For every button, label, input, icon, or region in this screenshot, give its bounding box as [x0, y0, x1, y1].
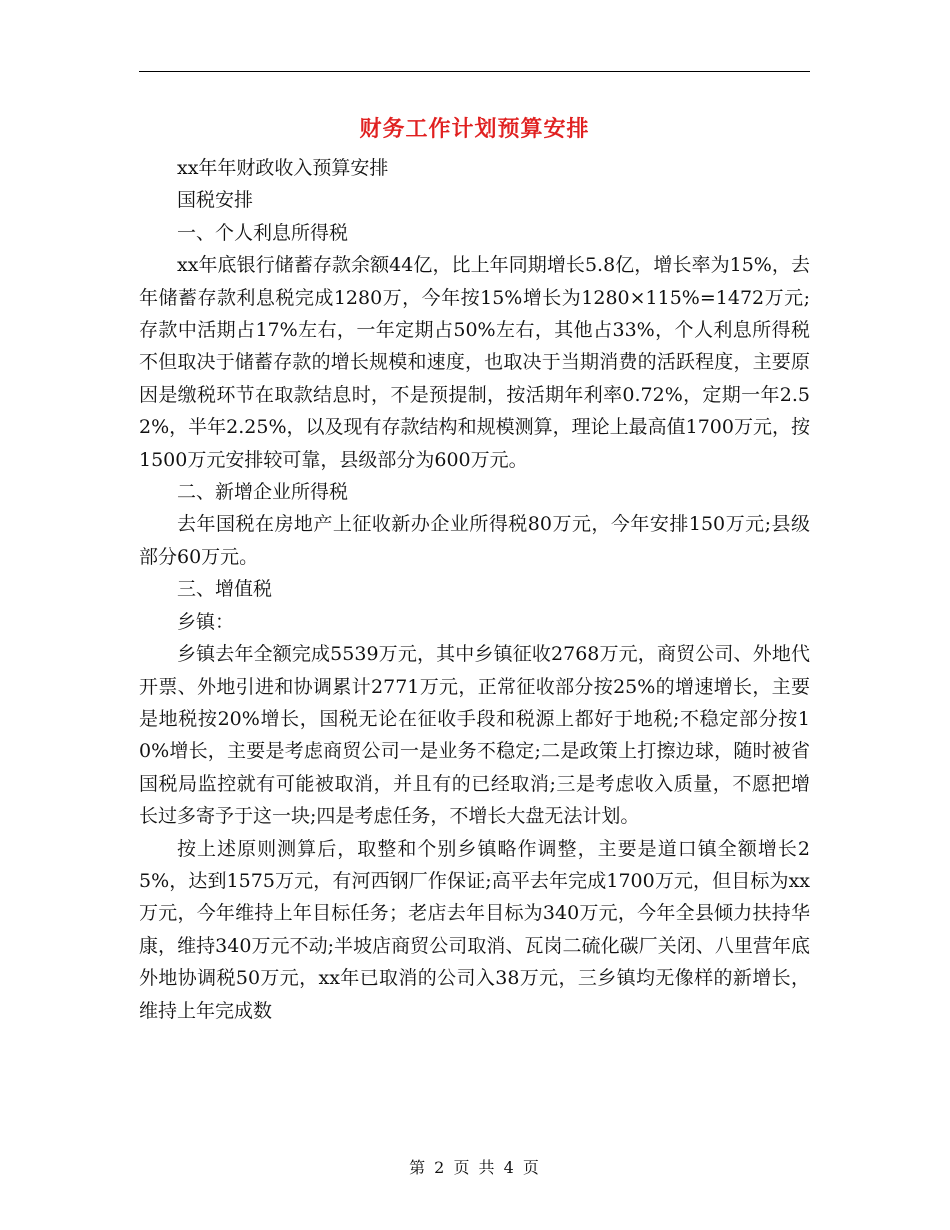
paragraph-new-enterprise-tax: 去年国税在房地产上征收新办企业所得税80万元，今年安排150万元;县级部分60万元。	[139, 513, 810, 568]
subheading-towns: 乡镇：	[177, 610, 235, 633]
paragraph-interest-income-tax: xx年底银行储蓄存款余额44亿，比上年同期增长5.8亿，增长率为15%，去年储蓄存款利息税完成1280万，今年按15%增长为1280×115%=1472万元;存款中活期占17%左右，一年定期占50%左右，其他占33%，个人利息所得税不但取决于储蓄存款的增长规模和速度，也取决于当期消费的活跃程度，主要原因是缴税环节在取款结息时，不是预提制，按活期年利率0.72%，定期一年2.52%，半年2.25%，以及现有存款结构和规模测算，理论上最高值1700万元，按1500万元安排较可靠，县级部分为600万元。	[139, 254, 810, 471]
paragraph-towns-vat: 乡镇去年全额完成5539万元，其中乡镇征收2768万元，商贸公司、外地代开票、外地引进和协调累计2771万元，正常征收部分按25%的增速增长，主要是地税按20%增长，国税无论在征收手段和税源上都好于地税;不稳定部分按10%增长，主要是考虑商贸公司一是业务不稳定;二是政策上打擦边球，随时被省国税局监控就有可能被取消，并且有的已经取消;三是考虑收入质量，不愿把增长过多寄予于这一块;四是考虑任务，不增长大盘无法计划。	[139, 643, 810, 828]
section-heading-interest-income-tax: 一、个人利息所得税	[177, 221, 349, 244]
document-body	[139, 152, 810, 1027]
section-heading-new-enterprise-tax: 二、新增企业所得税	[177, 481, 349, 504]
paragraph-national-tax-heading: 国税安排	[177, 189, 254, 212]
document-title: 财务工作计划预算安排	[359, 116, 590, 142]
header-rule	[139, 71, 810, 72]
section-heading-vat: 三、增值税	[177, 578, 273, 601]
page-number: 第 2 页 共 4 页	[409, 1158, 541, 1177]
paragraph-adjustments: 按上述原则测算后，取整和个别乡镇略作调整，主要是道口镇全额增长25%，达到1575万元，有河西钢厂作保证;高平去年完成1700万元，但目标为xx万元，今年维持上年目标任务；老店去年目标为340万元，今年全县倾力扶持华康，维持340万元不动;半坡店商贸公司取消、瓦岗二硫化碳厂关闭、八里营年底外地协调税50万元，xx年已取消的公司入38万元，三乡镇均无像样的新增长，维持上年完成数	[139, 837, 810, 1022]
paragraph-revenue-budget-heading: xx年年财政收入预算安排	[177, 157, 389, 179]
